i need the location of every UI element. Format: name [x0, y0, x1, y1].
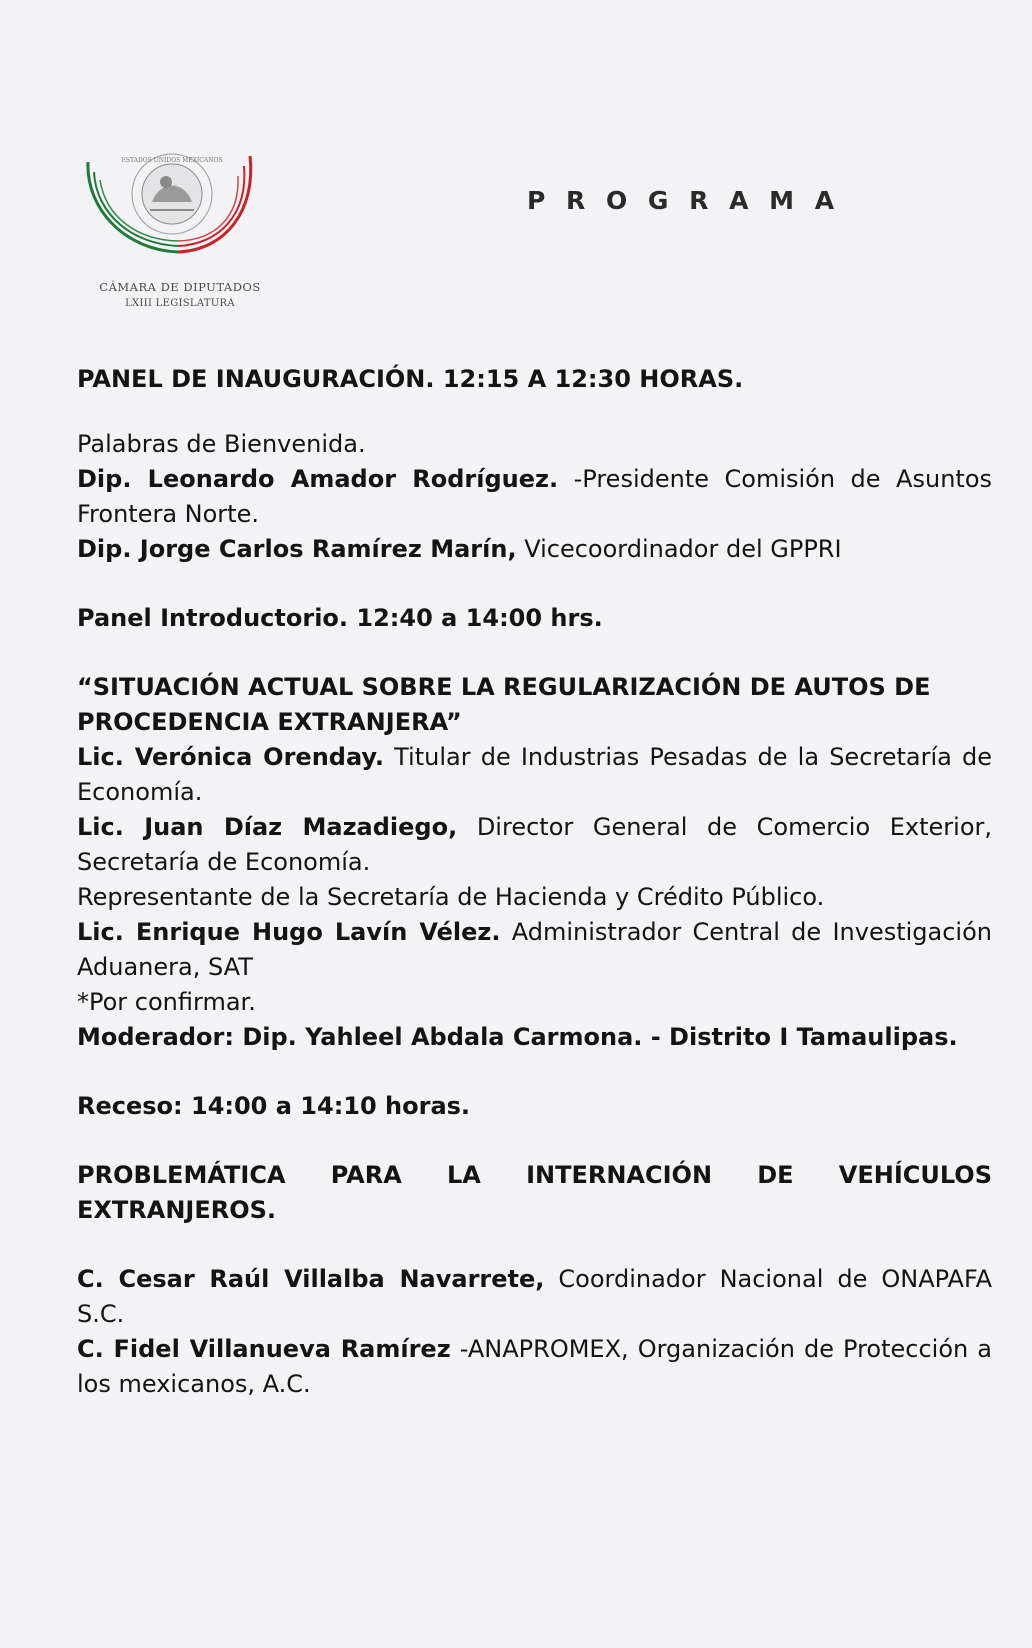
speaker-role: -Presidente Comisión de Asuntos Frontera Norte. — [77, 465, 993, 528]
speaker-role: Administrador Central de Investigación Aduanera, SAT — [77, 918, 992, 981]
svg-text:ESTADOS UNIDOS MEXICANOS: ESTADOS UNIDOS MEXICANOS — [121, 157, 223, 164]
speaker-role: Titular de Industrias Pesadas de la Secretaría de Economía. — [77, 743, 992, 806]
moderator-entry: Moderador: Dip. Yahleel Abdala Carmona. - Distrito I Tamaulipas. — [77, 1023, 958, 1051]
speaker-entry — [77, 810, 992, 880]
problematica-heading: PROBLEMÁTICA PARA LA INTERNACIÓN DE VEHÍCULOS EXTRANJEROS. — [77, 1161, 992, 1224]
speaker-name: Dip. Leonardo Amador Rodríguez. — [77, 465, 559, 493]
speaker-entry — [77, 740, 992, 810]
speaker-role: -ANAPROMEX, Organización de Protección a los mexicanos, A.C. — [77, 1335, 992, 1398]
speaker-name: C. Cesar Raúl Villalba Navarrete, — [77, 1265, 545, 1293]
speaker-role: Coordinador Nacional de ONAPAFA S.C. — [77, 1265, 992, 1328]
receso-text: Receso: 14:00 a 14:10 horas. — [77, 1092, 471, 1120]
speaker-role: Vicecoordinador del GPPRI — [524, 535, 842, 563]
logo-legislature: LXIII LEGISLATURA — [125, 298, 235, 309]
speaker-name: Dip. Jorge Carlos Ramírez Marín, — [77, 535, 517, 563]
program-content — [77, 362, 992, 1402]
speaker-entry — [77, 532, 992, 567]
speaker-role: Director General de Comercio Exterior, Secretaría de Economía. — [77, 813, 992, 876]
speaker-entry: Representante de la Secretaría de Hacienda y Crédito Público. — [77, 883, 825, 911]
speaker-entry — [77, 462, 992, 532]
camara-de-diputados-logo — [80, 150, 280, 320]
speaker-entry — [77, 1332, 992, 1402]
congress-emblem-icon — [86, 150, 274, 278]
confirmation-note: *Por confirmar. — [77, 988, 256, 1016]
speaker-entry — [77, 915, 992, 985]
speaker-entry — [77, 1262, 992, 1332]
speaker-name: Lic. Juan Díaz Mazadiego, — [77, 813, 458, 841]
speaker-name: C. Fidel Villanueva Ramírez — [77, 1335, 451, 1363]
document-title: P R O G R A M A — [527, 186, 841, 215]
logo-institution-name: CÁMARA DE DIPUTADOS — [99, 280, 261, 294]
welcome-text: Palabras de Bienvenida. — [77, 430, 366, 458]
speaker-name: Lic. Enrique Hugo Lavín Vélez. — [77, 918, 501, 946]
panel-topic: “SITUACIÓN ACTUAL SOBRE LA REGULARIZACIÓN DE AUTOS DE PROCEDENCIA EXTRANJERA” — [77, 673, 931, 736]
panel-inauguracion-heading: PANEL DE INAUGURACIÓN. 12:15 A 12:30 HORAS. — [77, 365, 744, 393]
speaker-name: Lic. Verónica Orenday. — [77, 743, 384, 771]
panel-introductorio-heading: Panel Introductorio. 12:40 a 14:00 hrs. — [77, 604, 603, 632]
